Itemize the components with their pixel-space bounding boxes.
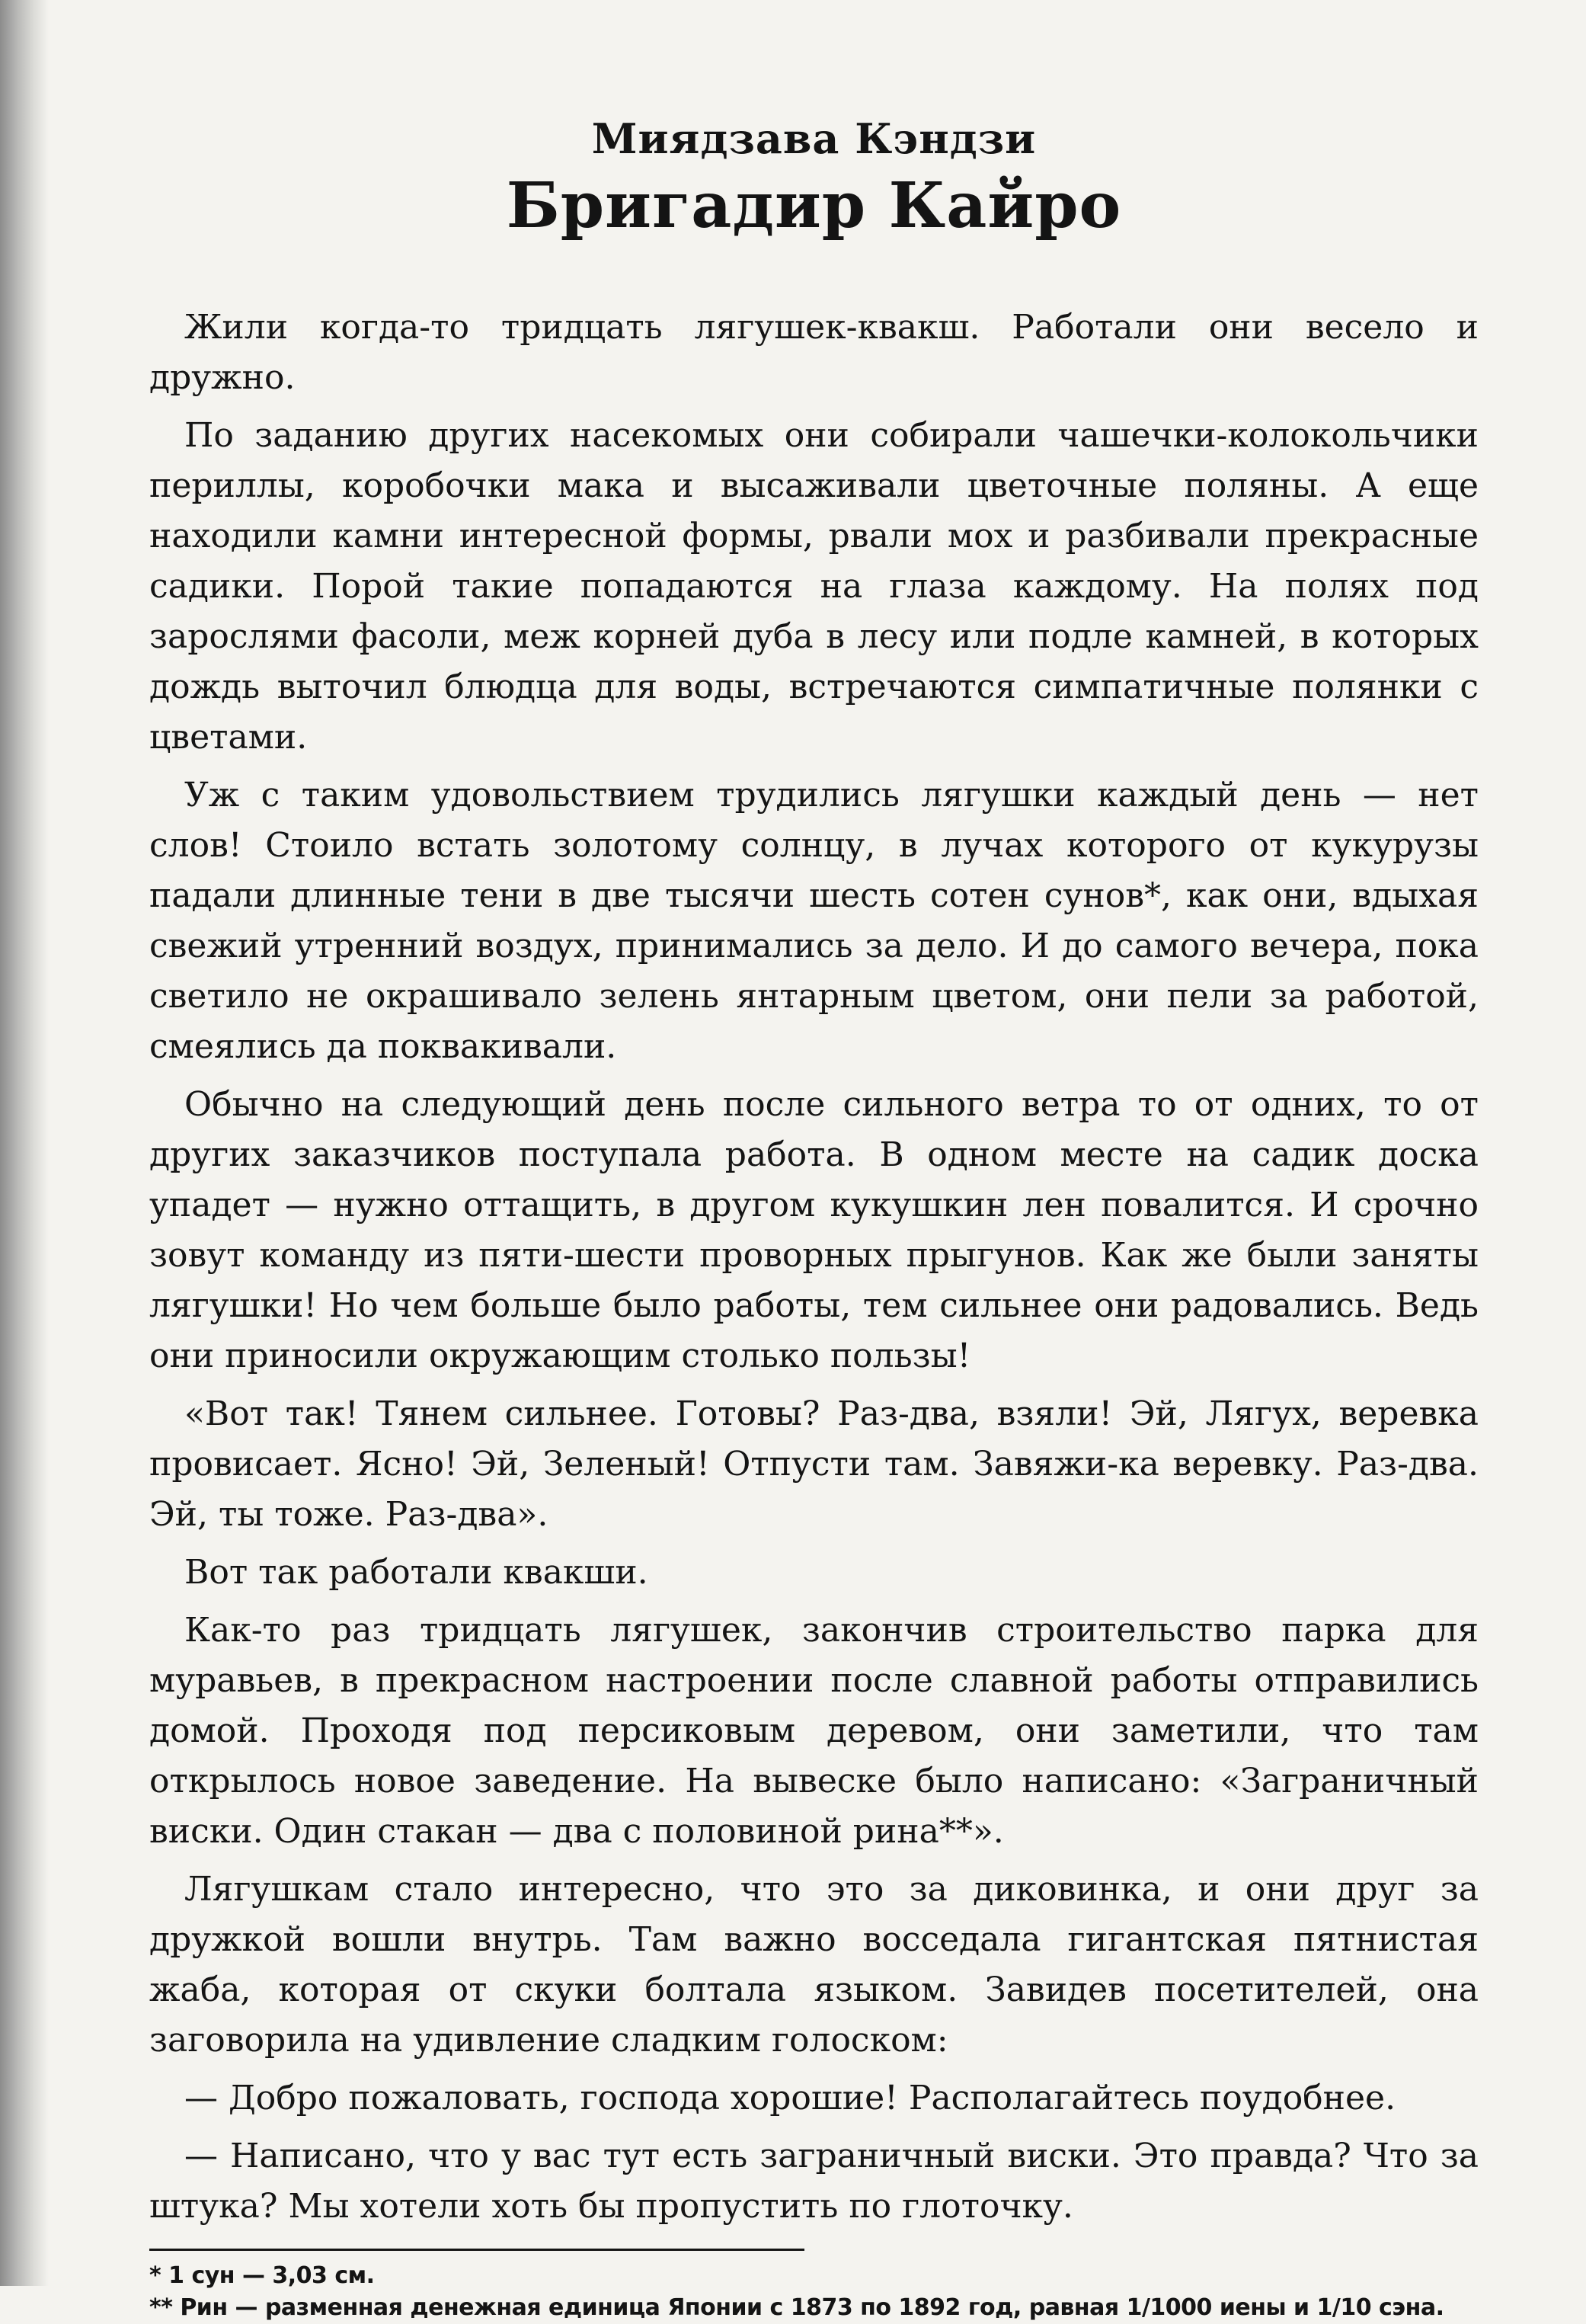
story-title: Бригадир Кайро bbox=[506, 168, 1122, 242]
footnote: * 1 сун — 3,03 см. bbox=[149, 2262, 375, 2290]
footnotes bbox=[149, 2260, 1479, 2324]
paragraph: По заданию других насекомых они собирали чашечки-колокольчики периллы, коробочки мака и высаживали цветочные поляны. А еще находили камни интересной формы, рвали мох и разбивали прекрасные садики. Порой такие попадаются на глаза каждому. На полях под зарослями фасоли, меж корней дуба в лесу или подле камней, в которых дождь выточил блюдца для воды, встречаются симпатичные полянки с цветами. bbox=[149, 416, 1479, 757]
paragraph: — Добро пожаловать, господа хорошие! Располагайтесь поудобнее. bbox=[184, 2079, 1396, 2118]
scan-shadow-edge bbox=[0, 0, 49, 2286]
book-page bbox=[149, 114, 1479, 2324]
story-body bbox=[149, 303, 1479, 2232]
author-name: Миядзава Кэндзи bbox=[591, 114, 1037, 163]
paragraph: Как-то раз тридцать лягушек, закончив строительство парка для муравьев, в прекрасном настроении после славной работы отправились домой. Проходя под персиковым деревом, они заметили, что там открылось новое заведение. На вывеске было написано: «Заграничный виски. Один стакан — два с половиной рина**». bbox=[149, 1611, 1479, 1852]
paragraph: — Написано, что у вас тут есть заграничный виски. Это правда? Что за штука? Мы хотели хоть бы пропустить по глоточку. bbox=[149, 2137, 1479, 2226]
paragraph: «Вот так! Тянем сильнее. Готовы? Раз-два, взяли! Эй, Лягух, веревка провисает. Ясно! Эй, Зеленый! Отпусти там. Завяжи-ка веревку. Раз-два. Эй, ты тоже. Раз-два». bbox=[149, 1394, 1479, 1535]
paragraph: Жили когда-то тридцать лягушек-квакш. Работали они весело и дружно. bbox=[149, 308, 1479, 398]
paragraph: Уж с таким удовольствием трудились лягушки каждый день — нет слов! Стоило встать золотому солнцу, в лучах которого от кукурузы падали длинные тени в две тысячи шесть сотен сунов*, как они, вдыхая свежий утренний воздух, принимались за дело. И до самого вечера, пока светило не окрашивало зелень янтарным цветом, они пели за работой, смеялись да поквакивали. bbox=[149, 776, 1479, 1067]
footnote: ** Рин — разменная денежная единица Японии с 1873 по 1892 год, равная 1/1000 иены и 1/10 сэна. bbox=[149, 2294, 1444, 2322]
footnote-divider bbox=[149, 2249, 804, 2251]
paragraph: Обычно на следующий день после сильного ветра то от одних, то от других заказчиков поступала работа. В одном месте на садик доска упадет — нужно оттащить, в другом кукушкин лен повалится. И срочно зовут команду из пяти-шести проворных прыгунов. Как же были заняты лягушки! Но чем больше было работы, тем сильнее они радовались. Ведь они приносили окружающим столько пользы! bbox=[149, 1085, 1479, 1376]
paragraph: Лягушкам стало интересно, что это за диковинка, и они друг за дружкой вошли внутрь. Там важно восседала гигантская пятнистая жаба, которая от скуки болтала языком. Завидев посетителей, она заговорила на удивление сладким голоском: bbox=[149, 1870, 1479, 2060]
paragraph: Вот так работали квакши. bbox=[184, 1553, 648, 1593]
